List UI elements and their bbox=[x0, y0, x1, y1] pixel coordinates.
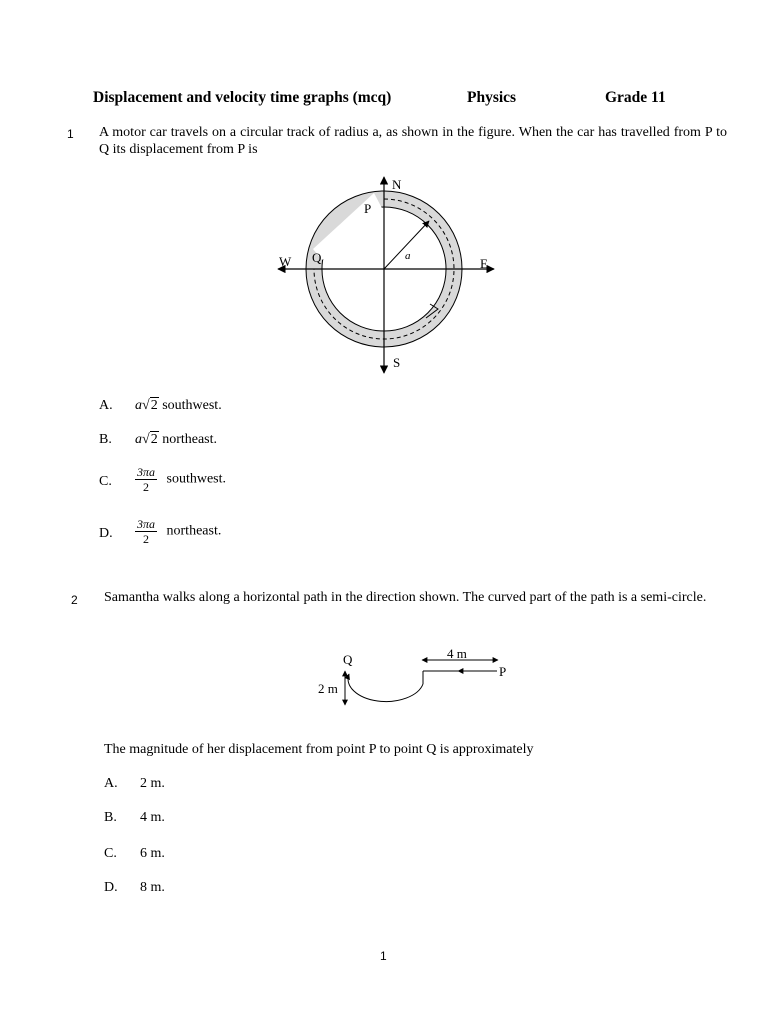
option-text: 6 m. bbox=[140, 846, 165, 861]
option-direction: northeast. bbox=[162, 432, 218, 447]
option-label: D. bbox=[104, 880, 118, 895]
option-coefficient: a bbox=[135, 432, 142, 447]
q1-option-b[interactable]: B. a√2 northeast. bbox=[99, 432, 218, 447]
document-title: Displacement and velocity time graphs (mcq) bbox=[93, 89, 392, 106]
option-label: B. bbox=[104, 810, 117, 825]
option-direction: southwest. bbox=[166, 471, 227, 487]
width-label: 4 m bbox=[447, 646, 467, 661]
semicircle-path bbox=[348, 674, 423, 702]
question-1-text: A motor car travels on a circular track of radius a, as shown in the figure. When the car has travelled from P to Q its displacement from P is bbox=[99, 125, 727, 157]
north-label: N bbox=[392, 177, 402, 192]
point-p-label: P bbox=[364, 201, 372, 216]
option-radicand: 2 bbox=[150, 398, 158, 413]
option-direction: southwest. bbox=[162, 398, 222, 413]
height-label: 2 m bbox=[318, 681, 338, 696]
radius-label: a bbox=[405, 250, 411, 262]
question-2-prompt: The magnitude of her displacement from point P to point Q is approximately bbox=[104, 742, 534, 757]
option-direction: northeast. bbox=[166, 523, 222, 539]
q2-option-c[interactable] bbox=[104, 846, 224, 866]
option-label: A. bbox=[99, 398, 113, 413]
east-label: E bbox=[480, 256, 488, 271]
point-q-label: Q bbox=[312, 250, 322, 265]
option-label: B. bbox=[99, 432, 112, 447]
option-radicand: 2 bbox=[150, 432, 158, 447]
option-fraction: $\frac{3\pi a}{2}$ bbox=[137, 517, 156, 546]
q2-option-d[interactable] bbox=[104, 880, 224, 900]
option-fraction: $\frac{3\pi a}{2}$ bbox=[137, 465, 156, 494]
q2-option-b[interactable] bbox=[104, 810, 224, 830]
q1-option-d[interactable] bbox=[99, 517, 299, 551]
circular-track-figure bbox=[270, 172, 510, 378]
question-2-number: 2 bbox=[71, 593, 78, 607]
question-2-text: Samantha walks along a horizontal path in the direction shown. The curved part of the path is a semi-circle. bbox=[104, 590, 707, 605]
q1-option-c[interactable] bbox=[99, 465, 299, 499]
option-text: 2 m. bbox=[140, 776, 165, 791]
question-1-number: 1 bbox=[67, 127, 74, 141]
page-number: 1 bbox=[380, 949, 387, 963]
grade-label: Grade 11 bbox=[605, 89, 666, 106]
point-p-label: P bbox=[499, 664, 507, 679]
south-label: S bbox=[393, 355, 401, 370]
q1-option-a[interactable]: A. a√2 southwest. bbox=[99, 398, 222, 413]
option-text: 4 m. bbox=[140, 810, 165, 825]
option-text: 8 m. bbox=[140, 880, 165, 895]
option-label: D. bbox=[99, 526, 113, 541]
point-q-label: Q bbox=[343, 652, 353, 667]
option-label: A. bbox=[104, 776, 118, 791]
option-label: C. bbox=[104, 846, 117, 861]
option-coefficient: a bbox=[135, 398, 142, 413]
option-label: C. bbox=[99, 474, 112, 489]
subject-label: Physics bbox=[467, 89, 517, 106]
west-label: W bbox=[279, 254, 292, 269]
q2-option-a[interactable] bbox=[104, 776, 224, 796]
semicircle-path-figure bbox=[300, 640, 520, 715]
